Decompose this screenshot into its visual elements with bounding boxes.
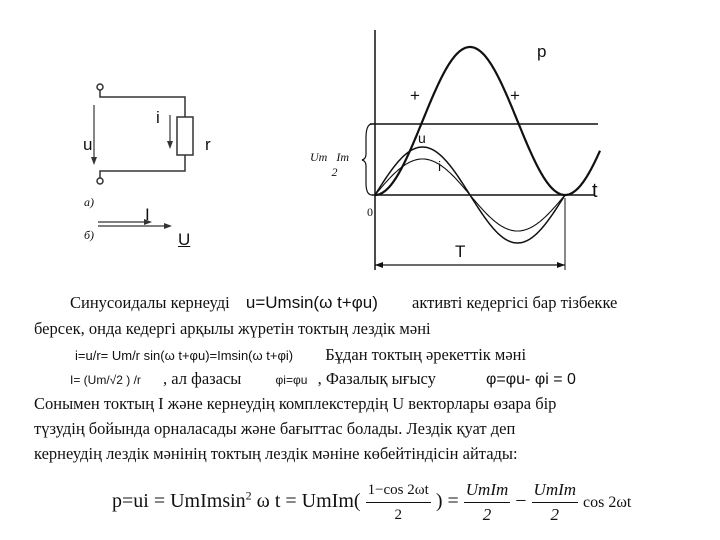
- wire-bottom: [100, 155, 185, 178]
- graph-label-u: u: [418, 130, 426, 146]
- frac3-den: 2: [550, 505, 560, 524]
- text-line-3: [75, 342, 526, 368]
- graph-label-t: t: [592, 180, 598, 202]
- line4-post: , Фазалық ығысу: [317, 369, 436, 388]
- text-line-4: [70, 366, 576, 393]
- line1-pre: Синусоидалы кернеуді: [70, 293, 230, 312]
- circuit-label-u: u: [83, 135, 93, 154]
- frac3-num: UmIm: [532, 478, 579, 503]
- graph-plus-1: +: [410, 86, 420, 105]
- amplitude-brace: [362, 124, 372, 195]
- frac1-den: 2: [394, 507, 402, 523]
- line3-post: Бұдан токтың әрекеттік мәні: [325, 345, 527, 364]
- formula-frac3: [532, 478, 579, 527]
- formula-sup: 2: [245, 488, 252, 503]
- period-arrow-right: [557, 262, 565, 268]
- frac1-num: 1−cos 2ωt: [366, 478, 431, 503]
- circuit-label-i: i: [156, 108, 160, 127]
- formula-frac1: [366, 478, 431, 527]
- paragraph-line-3: кернеудің лездік мәнінің токтың лездік мәніне көбейтіндісін айтады:: [34, 444, 518, 463]
- frac2-den: 2: [482, 505, 492, 524]
- circuit-label-b: б): [84, 228, 95, 242]
- formula-tail: cos 2ωt: [583, 494, 632, 512]
- graph-plus-2: +: [510, 86, 520, 105]
- circuit-label-r: r: [205, 135, 211, 154]
- text-line-2: берсек, онда кедергі арқылы жүретін токтың лездік мәні: [34, 319, 431, 338]
- circuit-label-a: а): [84, 195, 94, 209]
- wire-top: [100, 90, 185, 117]
- line4-formula: I= (Um/√2 ) /r: [70, 373, 141, 387]
- formula-frac2: [464, 478, 511, 527]
- line4-mid: , ал фазасы: [163, 369, 242, 388]
- line1-formula: u=Umsin(ω t+φu): [245, 293, 378, 312]
- vector-U-head: [164, 223, 172, 229]
- vector-label-U: U: [178, 230, 191, 249]
- frac2-num: UmIm: [464, 478, 511, 503]
- line3-formula: i=u/r= Um/r sin(ω t+φu)=Imsin(ω t+φi): [75, 348, 294, 363]
- formula-minus: −: [515, 490, 527, 513]
- circuit-diagram: [60, 75, 260, 275]
- terminal-bottom: [97, 178, 103, 184]
- graph-label-p: p: [537, 42, 547, 61]
- brace-label: [310, 150, 349, 180]
- terminal-top: [97, 84, 103, 90]
- power-formula: [112, 478, 631, 527]
- formula-lhs: p=ui = UmImsin: [112, 490, 246, 513]
- power-curve: [375, 47, 600, 195]
- line4-formula3: φ=φu- φi = 0: [486, 371, 576, 388]
- paragraph-line-1: Сонымен токтың І және кернеудің комплекстердің U векторлары өзара бір: [34, 394, 557, 413]
- formula-mid1: ω t = UmIm(: [256, 490, 361, 513]
- brace-label-im: Im: [336, 150, 350, 164]
- resistor: [177, 117, 193, 155]
- graph-label-0: 0: [367, 205, 373, 219]
- graph-label-i: i: [438, 158, 442, 174]
- line4-formula2: φi=φu: [275, 373, 308, 387]
- line1-post: активті кедергісі бар тізбекке: [412, 293, 618, 312]
- vector-label-I: I: [145, 205, 150, 224]
- brace-label-den: 2: [331, 165, 338, 179]
- current-arrow-head: [167, 141, 173, 149]
- formula-mid2: ) =: [435, 490, 459, 513]
- period-arrow-left: [375, 262, 383, 268]
- text-line-1: [70, 290, 617, 315]
- voltage-arrow-head: [91, 157, 97, 165]
- brace-label-um: Um: [310, 150, 328, 164]
- paragraph-line-2: түзудің бойында орналасады және бағыттас болады. Лездік қуат деп: [34, 419, 516, 438]
- graph-label-T: T: [455, 242, 466, 261]
